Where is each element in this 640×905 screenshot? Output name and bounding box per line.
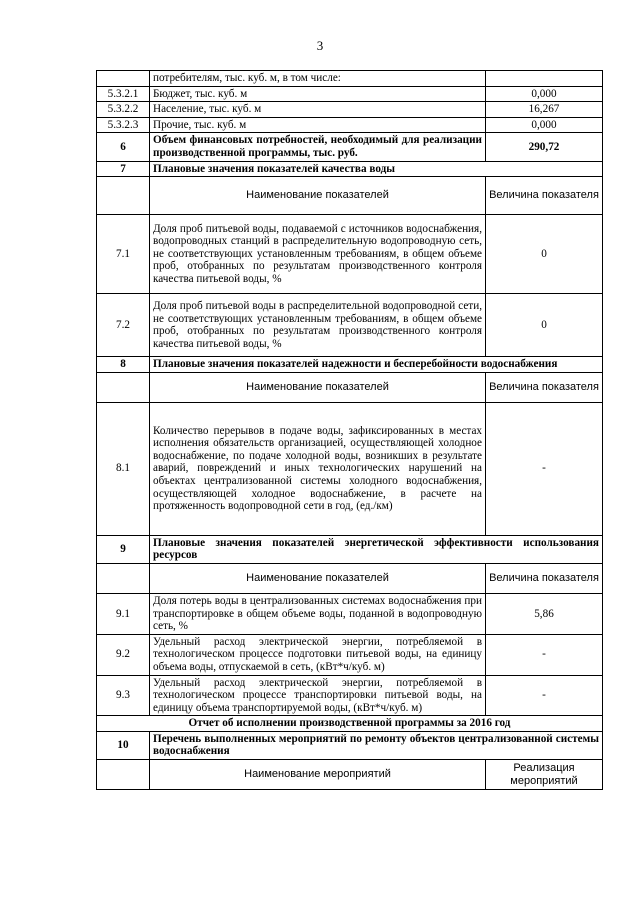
row-number: 10 xyxy=(97,731,150,759)
page-number: 3 xyxy=(316,38,324,53)
row-number: 9.2 xyxy=(97,634,150,675)
row-number-cell xyxy=(97,563,150,593)
row-value: 5,86 xyxy=(486,593,603,634)
row-value: - xyxy=(486,402,603,535)
row-text: Население, тыс. куб. м xyxy=(150,102,486,118)
production-program-table xyxy=(96,70,603,790)
column-header-row xyxy=(97,177,603,215)
section-heading: Плановые значения показателей энергетической эффективности использования ресурсов xyxy=(150,535,603,563)
row-value: 290,72 xyxy=(486,133,603,161)
row-number: 9.3 xyxy=(97,675,150,716)
row-text: Количество перерывов в подаче воды, зафиксированных в местах исполнения обязательств организацией, осуществляющей холодное водоснабжение, по подаче холодной воды, возникших в результате аварий, повреждений и иных технологических нарушений на объектах централизованной системы холодного водоснабжения, осуществляющей холодное водоснабжение, в расчете на протяженность водопроводной сети в год, (ед./км) xyxy=(150,402,486,535)
table-row xyxy=(97,402,603,535)
table-row xyxy=(97,71,603,87)
table-row xyxy=(97,86,603,102)
column-header-value: Величина показателя xyxy=(486,563,603,593)
row-number: 5.3.2.2 xyxy=(97,102,150,118)
row-text: Бюджет, тыс. куб. м xyxy=(150,86,486,102)
row-text: Доля проб питьевой воды, подаваемой с источников водоснабжения, водопроводных станций в распределительную водопроводную сеть, не соответствующих установленным требованиям, в общем объеме проб, отобранных по результатам производственного контроля качества питьевой воды, % xyxy=(150,215,486,294)
row-text: Объем финансовых потребностей, необходимый для реализации производственной программы, тыс. руб. xyxy=(150,133,486,161)
section-heading: Плановые значения показателей качества воды xyxy=(150,161,603,177)
section-heading: Перечень выполненных мероприятий по ремонту объектов централизованной системы водоснабжения xyxy=(150,731,603,759)
column-header-name: Наименование показателей xyxy=(150,177,486,215)
section-heading-row xyxy=(97,357,603,373)
row-number-cell xyxy=(97,760,150,790)
row-number: 7.2 xyxy=(97,294,150,357)
row-number: 6 xyxy=(97,133,150,161)
row-value: - xyxy=(486,675,603,716)
row-number-cell xyxy=(97,372,150,402)
row-value xyxy=(486,71,603,87)
table-row xyxy=(97,117,603,133)
row-text: Доля потерь воды в централизованных системах водоснабжения при транспортировке в общем объеме воды, поданной в водопроводную сеть, % xyxy=(150,593,486,634)
column-header-value: Реализация мероприятий xyxy=(486,760,603,790)
column-header-value: Величина показателя xyxy=(486,372,603,402)
column-header-name: Наименование показателей xyxy=(150,372,486,402)
row-number: 9 xyxy=(97,535,150,563)
row-number: 5.3.2.1 xyxy=(97,86,150,102)
table-row xyxy=(97,102,603,118)
row-number-cell xyxy=(97,177,150,215)
row-text: потребителям, тыс. куб. м, в том числе: xyxy=(150,71,486,87)
section-heading-row xyxy=(97,535,603,563)
row-text: Удельный расход электрической энергии, потребляемой в технологическом процессе транспортировки питьевой воды, на единицу объема транспортируемой воды, (кВт*ч/куб. м) xyxy=(150,675,486,716)
row-number: 7 xyxy=(97,161,150,177)
table-row xyxy=(97,133,603,161)
column-header-name: Наименование показателей xyxy=(150,563,486,593)
table-row xyxy=(97,294,603,357)
table-row xyxy=(97,593,603,634)
table-row xyxy=(97,675,603,716)
column-header-row xyxy=(97,760,603,790)
row-value: 0 xyxy=(486,294,603,357)
row-value: 16,267 xyxy=(486,102,603,118)
report-heading-row xyxy=(97,716,603,732)
row-value: 0,000 xyxy=(486,117,603,133)
row-number: 8.1 xyxy=(97,402,150,535)
row-value: 0 xyxy=(486,215,603,294)
row-text: Прочие, тыс. куб. м xyxy=(150,117,486,133)
row-text: Доля проб питьевой воды в распределительной водопроводной сети, не соответствующих установленным требованиям, в общем объеме проб, отобранных по результатам производственного контроля качества питьевой воды, % xyxy=(150,294,486,357)
row-number-cell xyxy=(97,71,150,87)
row-text: Удельный расход электрической энергии, потребляемой в технологическом процессе подготовки питьевой воды, на единицу объема воды, отпускаемой в сеть, (кВт*ч/куб. м) xyxy=(150,634,486,675)
section-heading-row xyxy=(97,161,603,177)
table-row xyxy=(97,634,603,675)
row-value: - xyxy=(486,634,603,675)
row-number: 7.1 xyxy=(97,215,150,294)
column-header-row xyxy=(97,563,603,593)
column-header-value: Величина показателя xyxy=(486,177,603,215)
section-heading-row xyxy=(97,731,603,759)
report-heading: Отчет об исполнении производственной программы за 2016 год xyxy=(97,716,603,732)
row-number: 8 xyxy=(97,357,150,373)
table-row xyxy=(97,215,603,294)
row-value: 0,000 xyxy=(486,86,603,102)
section-heading: Плановые значения показателей надежности и бесперебойности водоснабжения xyxy=(150,357,603,373)
column-header-name: Наименование мероприятий xyxy=(150,760,486,790)
row-number: 9.1 xyxy=(97,593,150,634)
row-number: 5.3.2.3 xyxy=(97,117,150,133)
column-header-row xyxy=(97,372,603,402)
